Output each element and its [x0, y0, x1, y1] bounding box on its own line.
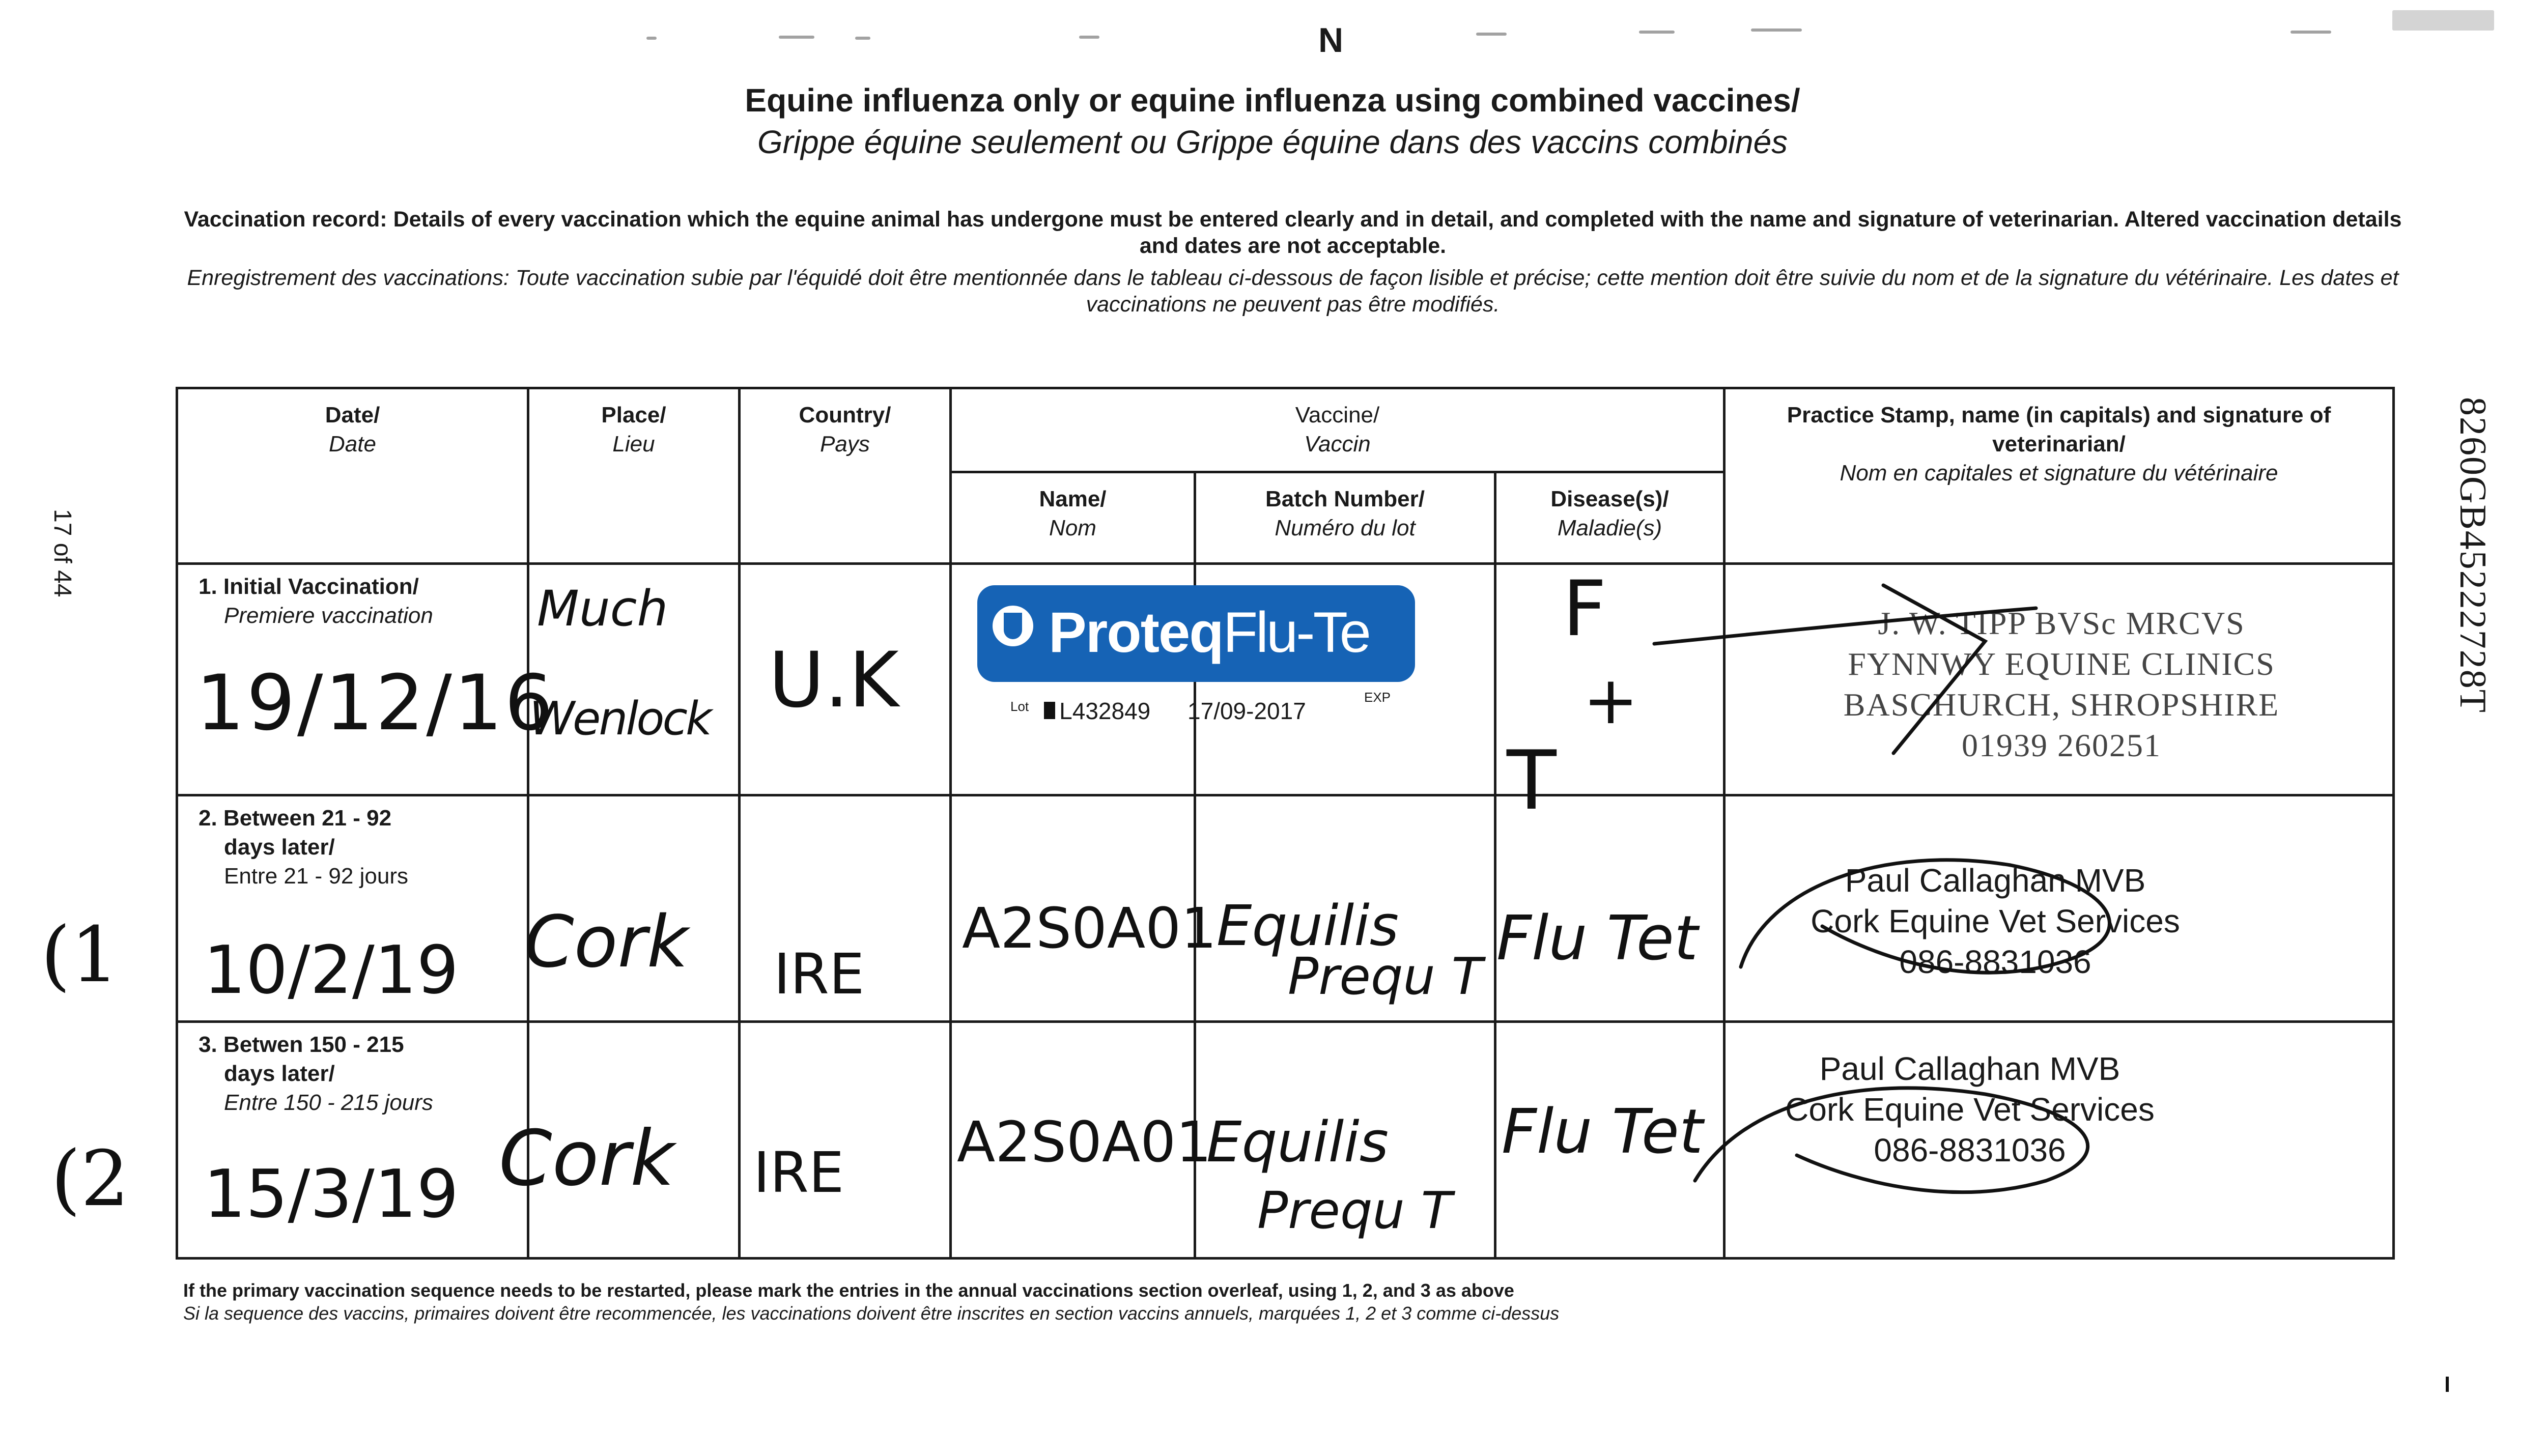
row1-place-line1: Much — [537, 580, 668, 637]
stamp2-line2: Cork Equine Vet Services — [1811, 903, 2180, 939]
row2-label-fr: Entre 21 - 92 jours — [224, 864, 408, 889]
header-place-fr: Lieu — [612, 432, 655, 457]
header-country-en: Country/ — [799, 403, 891, 427]
header-vet-fr: Nom en capitales et signature du vétérinaire — [1840, 461, 2278, 486]
row2-place: Cork — [524, 901, 689, 984]
row2-batch-line2: Prequ T — [1288, 947, 1483, 1006]
row3-label-fr: Entre 150 - 215 jours — [224, 1090, 433, 1116]
row3-disease: Flu Tet — [1502, 1097, 1703, 1167]
header-batch-fr: Numéro du lot — [1275, 516, 1416, 541]
row1-country: U.K — [769, 636, 899, 725]
page-tick-mark — [2446, 1377, 2449, 1392]
page-number: 17 of 44 — [49, 509, 76, 597]
header-name-en: Name/ — [1039, 487, 1107, 511]
header-name-fr: Nom — [1049, 516, 1096, 541]
header-vet-en: Practice Stamp, name (in capitals) and signature of veterinarian/ — [1787, 403, 2331, 457]
header-date-fr: Date — [329, 432, 376, 457]
row2-name: A2S0A01 — [962, 896, 1217, 961]
stamp1-line2: FYNNWY EQUINE CLINICS — [1848, 646, 2275, 682]
intro-french: Enregistrement des vaccinations: Toute vaccination subie par l'équidé doit être mentionnée dans le tableau ci-dessous de façon lisible et précise; cette mention doit être suivie du nom et de la signature du vétérinaire. Les dates et vaccinations ne peuvent pas être modifiés. — [187, 266, 2399, 317]
row1-disease-2: + — [1583, 662, 1638, 739]
row3-country: IRE — [753, 1140, 844, 1205]
row3-label-en: 3. Betwen 150 - 215 — [199, 1032, 404, 1057]
title-english: Equine influenza only or equine influenza using combined vaccines/ — [745, 82, 1800, 119]
row1-date: 19/12/16 — [196, 659, 555, 748]
header-batch-en: Batch Number/ — [1265, 487, 1425, 511]
stamp3-line3: 086-8831036 — [1874, 1132, 2066, 1168]
page-letter: N — [1318, 21, 1344, 60]
lot-prefix: Lot — [1010, 698, 1029, 714]
row2-name-underline — [962, 944, 1161, 952]
stamp2-line3: 086-8831036 — [1899, 944, 2091, 980]
row3-batch-line1: Equilis — [1206, 1109, 1389, 1175]
row3-label-en2: days later/ — [224, 1061, 335, 1087]
row1-disease-1: F — [1563, 565, 1607, 653]
passport-serial: 8260GB45222728T — [2452, 397, 2494, 713]
row2-signature-stroke — [1741, 860, 2109, 973]
row3-signature-stroke — [1695, 1088, 2088, 1192]
row2-country: IRE — [774, 941, 865, 1007]
exp-label: EXP — [1364, 690, 1391, 705]
intro-english: Vaccination record: Details of every vaccination which the equine animal has undergone must be entered clearly and in detail, and completed with the name and signature of veterinarian. Altered vaccination details and dates are not acceptable. — [184, 207, 2402, 259]
row1-disease-3: T — [1507, 733, 1557, 828]
row2-disease: Flu Tet — [1496, 903, 1698, 974]
stamp1-line3: BASCHURCH, SHROPSHIRE — [1843, 687, 2280, 723]
header-place-en: Place/ — [601, 403, 666, 427]
footer-french: Si la sequence des vaccins, primaires doivent être recommencée, les vaccinations doivent être inscrites en section vaccins annuels, marquées 1, 2 et 3 comme ci-dessus — [183, 1303, 1560, 1324]
row2-date: 10/2/19 — [204, 931, 459, 1009]
header-date-en: Date/ — [325, 403, 380, 427]
header-disease-fr: Maladie(s) — [1557, 516, 1662, 541]
row1-lot: L432849 — [1059, 698, 1151, 724]
title-french: Grippe équine seulement ou Grippe équine dans des vaccins combinés — [757, 124, 1788, 160]
stamp3-line1: Paul Callaghan MVB — [1819, 1050, 2120, 1087]
row2-batch-line1: Equilis — [1217, 893, 1399, 958]
row1-expiry: 17/09-2017 — [1187, 698, 1306, 724]
row2-label-en2: days later/ — [224, 835, 335, 860]
stamp3-line2: Cork Equine Vet Services — [1785, 1091, 2155, 1128]
logo-brand-bold: Proteq — [1049, 601, 1223, 664]
row1-label-fr: Premiere vaccination — [224, 603, 433, 629]
row3-date: 15/3/19 — [204, 1155, 459, 1233]
logo-brand-thin: Flu-Te — [1223, 601, 1369, 664]
row3-name: A2S0A01 — [957, 1109, 1212, 1175]
row3-margin-mark: (2 — [51, 1135, 129, 1223]
row2-label-en: 2. Between 21 - 92 — [199, 806, 392, 831]
row3-place: Cork — [499, 1115, 675, 1203]
header-disease-en: Disease(s)/ — [1550, 487, 1669, 511]
header-country-fr: Pays — [820, 432, 870, 457]
row1-label-en: 1. Initial Vaccination/ — [199, 574, 419, 599]
row1-place-line2: Wenlock — [529, 692, 711, 746]
row3-batch-line2: Prequ T — [1257, 1181, 1452, 1240]
stamp1-line4: 01939 260251 — [1962, 727, 2161, 763]
footer-english: If the primary vaccination sequence needs to be restarted, please mark the entries in the annual vaccinations section overleaf, using 1, 2, and 3 as above — [183, 1280, 1514, 1301]
header-vaccine-fr: Vaccin — [1304, 432, 1371, 457]
stamp1-line1: J. W. TIPP BVSc MRCVS — [1878, 605, 2245, 641]
row2-margin-mark: (1 — [41, 911, 119, 1000]
header-vaccine-en: Vaccine/ — [1295, 403, 1380, 427]
row1-stamp-strike — [1883, 585, 1985, 753]
stamp2-line1: Paul Callaghan MVB — [1845, 862, 2146, 899]
